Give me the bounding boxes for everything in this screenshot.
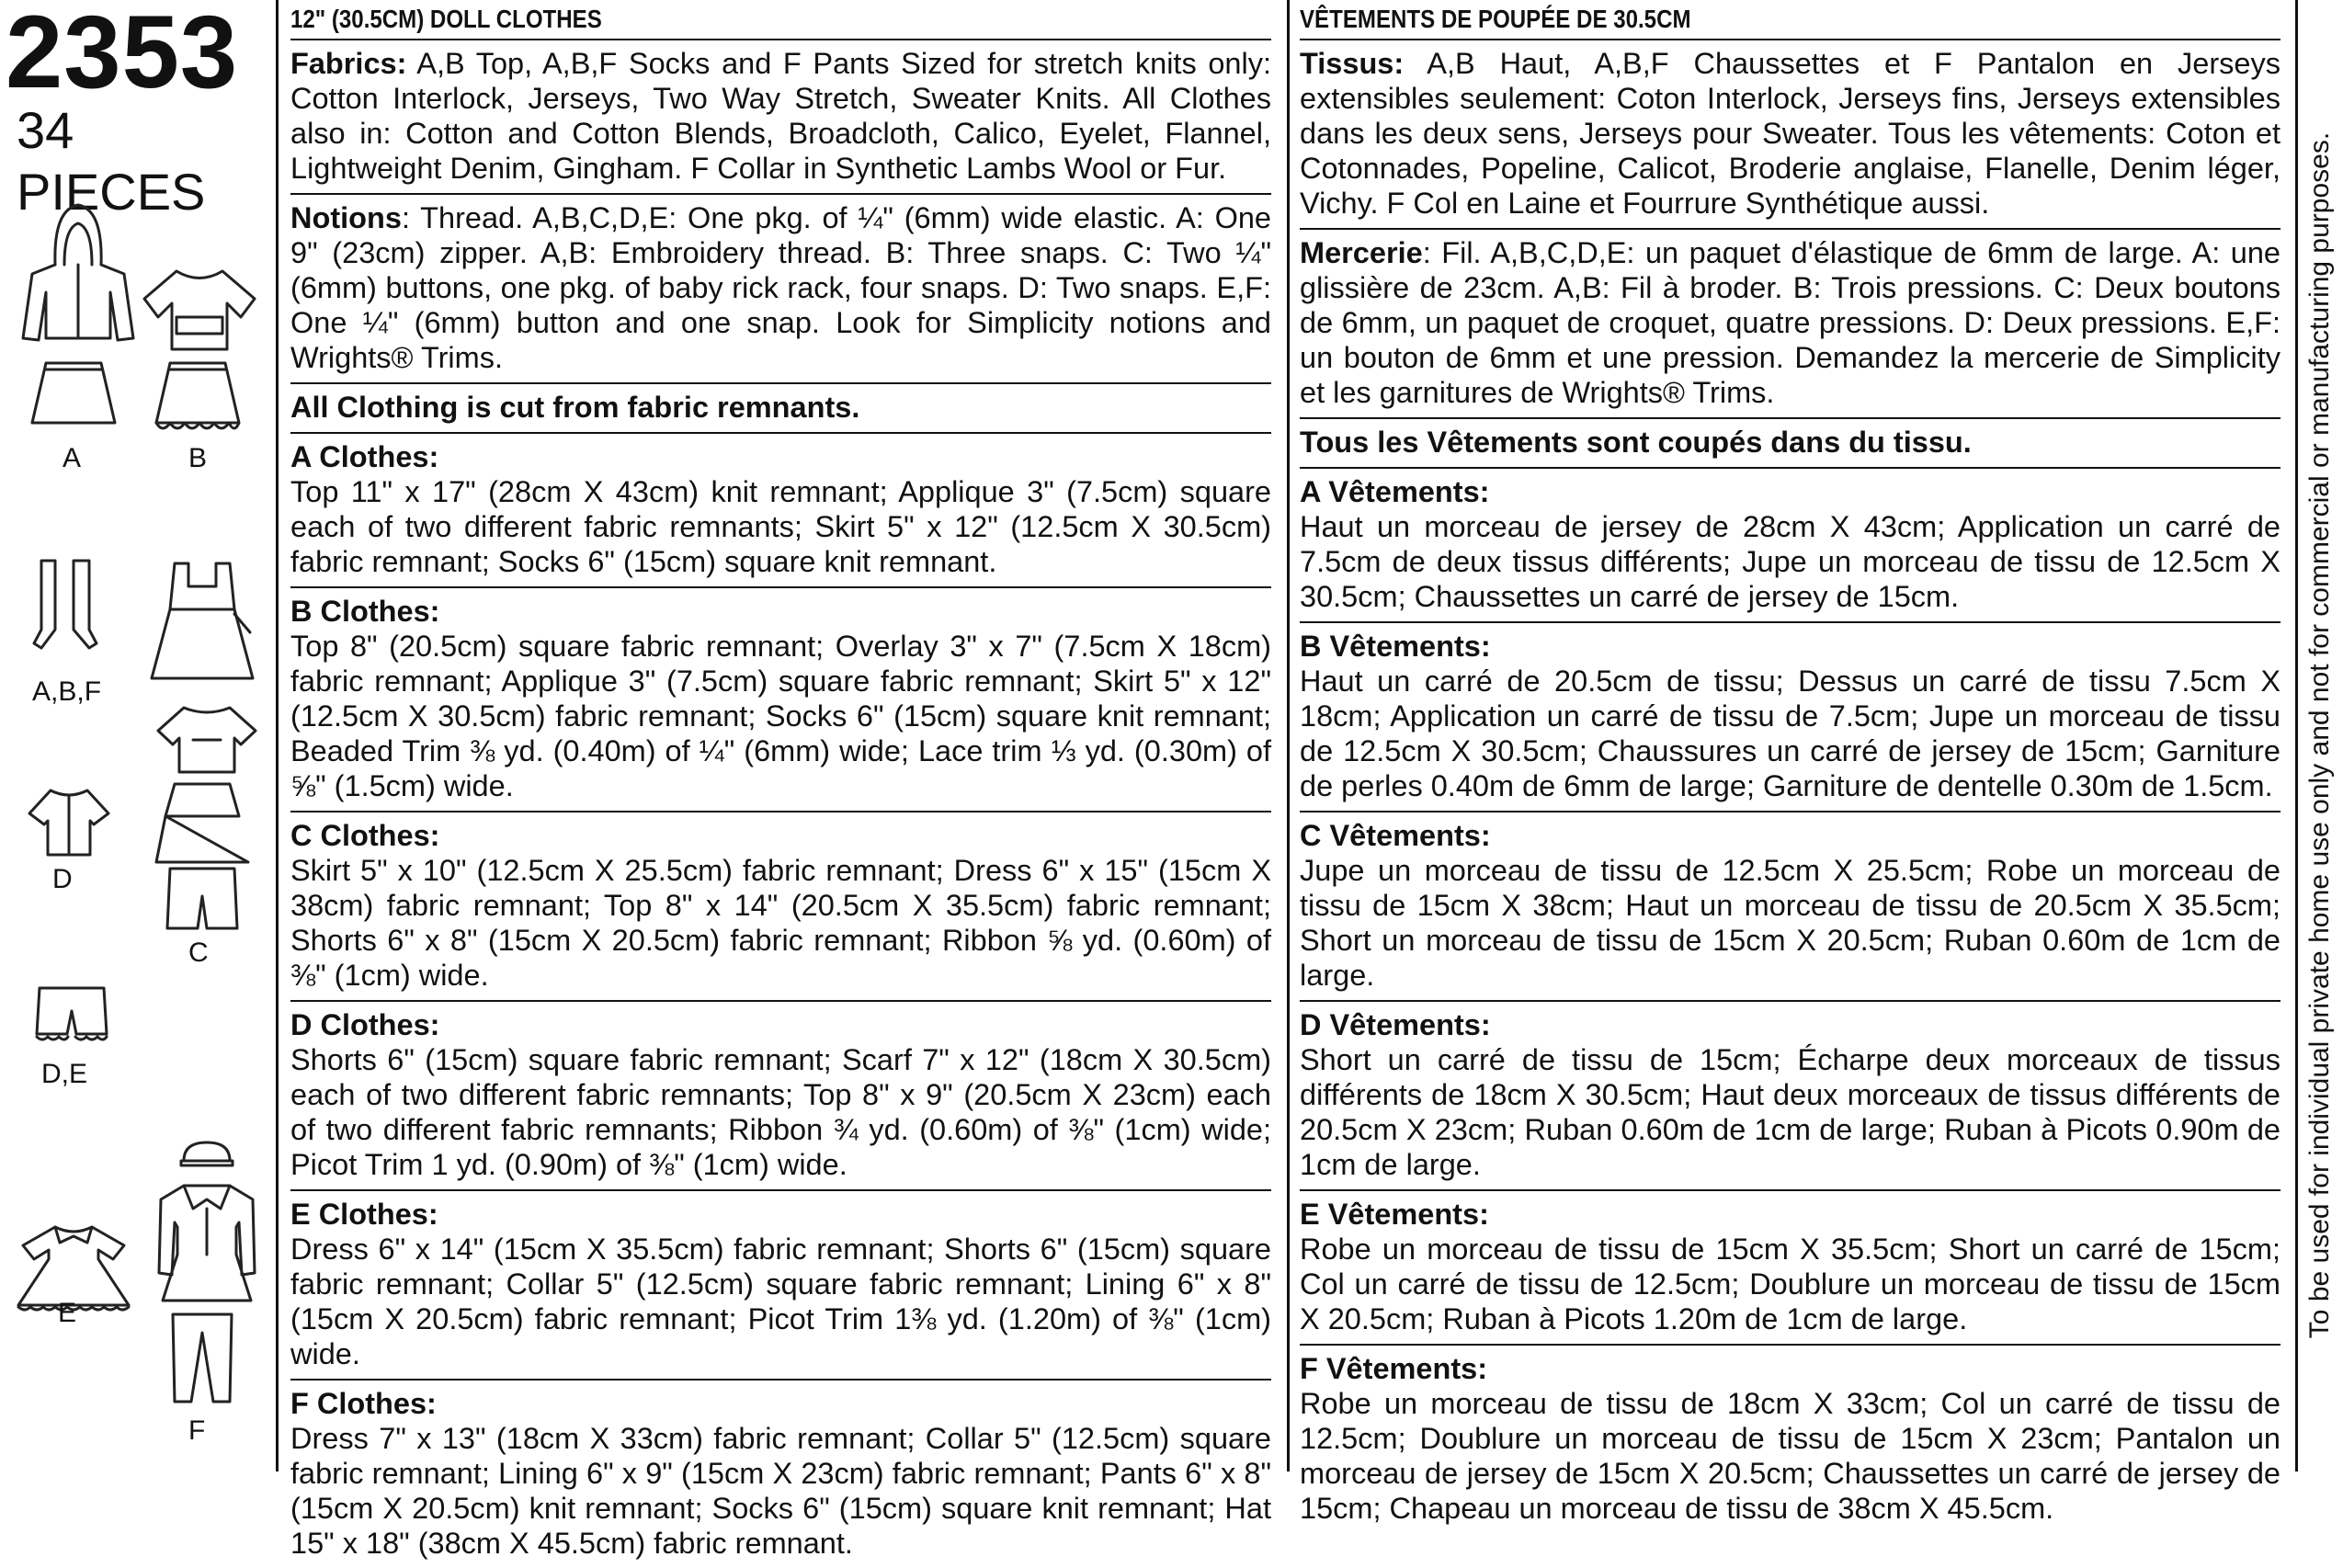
french-title: VÊTEMENTS DE POUPÉE DE 30.5CM (1300, 5, 1691, 33)
english-a-heading: A Clothes: (290, 440, 439, 473)
pieces-count: 34 PIECES (17, 101, 206, 222)
french-fabrics-label: Tissus: (1300, 47, 1405, 80)
view-label-a: A (63, 443, 82, 473)
french-a-heading: A Vêtements: (1300, 475, 1490, 508)
english-column (290, 0, 1271, 1568)
english-f-text: Dress 7" x 13" (18cm X 33cm) fabric remnant; Collar 5" (12.5cm) square fabric remnant; Lining 6" x 9" (15cm X 23cm) fabric remnant; Pants 6" x 8" (15cm X 20.5cm) knit remnant; Socks 6" (15cm) square knit remnant; Hat 15" x 18" (38cm X 45.5cm) fabric remnant. (290, 1422, 1271, 1560)
view-label-c: C (188, 937, 209, 968)
english-d-section (290, 1000, 1271, 1189)
usage-disclaimer: To be used for individual private home use only and not for commercial or manufacturing purposes. (2304, 131, 2335, 1339)
english-a-section (290, 432, 1271, 586)
english-c-text: Skirt 5" x 10" (12.5cm X 25.5cm) fabric remnant; Dress 6" x 15" (15cm X 38cm) fabric remnant; Top 8" x 14" (20.5cm X 35.5cm) fabric remnant; Shorts 6" x 8" (15cm X 20.5cm) fabric remnant; Ribbon ⅝ yd. (0.60m) of ⅜" (1cm) wide. (290, 854, 1271, 992)
english-a-text: Top 11" x 17" (28cm X 43cm) knit remnant; Applique 3" (7.5cm) square each of two different fabric remnants; Skirt 5" x 12" (12.5cm X 30.5cm) fabric remnant; Socks 6" (15cm) square knit remnant. (290, 475, 1271, 578)
french-d-section (1300, 1000, 2280, 1189)
english-b-text: Top 8" (20.5cm) square fabric remnant; Overlay 3" x 7" (7.5cm X 18cm) fabric remnant; Applique 3" (7.5cm) square fabric remnant; Skirt 5" x 12" (12.5cm X 30.5cm) fabric remnant; Socks 6" (15cm) square knit remnant; Beaded Trim ⅜ yd. (0.40m) of ¼" (6mm) wide; Lace trim ⅓ yd. (0.30m) of ⅝" (1.5cm) wide. (290, 630, 1271, 802)
french-remnants-section (1300, 417, 2280, 467)
english-remnants-note: All Clothing is cut from fabric remnants. (290, 391, 860, 424)
french-f-text: Robe un morceau de tissu de 18cm X 33cm; Col un carré de tissu de 12.5cm; Doublure un morceau de tissu de 15cm X 23cm; Pantalon un morceau de jersey de 15cm X 20.5cm; Chaussettes un carré de jersey de 15cm; Chapeau un morceau de tissu de 38cm X 45.5cm. (1300, 1387, 2280, 1525)
french-c-heading: C Vêtements: (1300, 819, 1491, 852)
french-notions-label: Mercerie (1300, 236, 1423, 269)
view-label-f: F (188, 1415, 206, 1446)
illustration-panel (0, 0, 276, 1471)
english-e-section (290, 1189, 1271, 1379)
english-notions-label: Notions (290, 201, 402, 234)
view-abf-socks-illustration (32, 556, 106, 662)
english-fabrics-text: A,B Top, A,B,F Socks and F Pants Sized for stretch knits only: Cotton Interlock, Jerseys, Two Way Stretch, Sweater Knits. All Clothes also in: Cotton and Cotton Blends, Broadcloth, Calico, Eyelet, Flannel, Lightweight Denim, Gingham. F Collar in Synthetic Lambs Wool or Fur. (290, 47, 1271, 185)
english-b-section (290, 586, 1271, 811)
english-remnants-section (290, 382, 1271, 432)
english-c-section (290, 811, 1271, 1000)
english-title: 12" (30.5CM) DOLL CLOTHES (290, 5, 602, 33)
english-d-heading: D Clothes: (290, 1008, 440, 1041)
french-f-heading: F Vêtements: (1300, 1352, 1488, 1385)
french-notions-text: : Fil. A,B,C,D,E: un paquet d'élastique de 6mm de large. A: une glissière de 23cm. A,B: Fil à broder. B: Trois pressions. C: Deux boutons de 6mm, un paquet de croquet, quatre pressions. D: Deux pressions. E,F: un bouton de 6mm et une pression. Demandez la mercerie de Simplicity et les garnitures de Wrights® Trims. (1300, 236, 2280, 409)
view-label-b: B (188, 443, 208, 473)
column-divider-middle (1287, 0, 1290, 1471)
french-c-text: Jupe un morceau de tissu de 12.5cm X 25.5cm; Robe un morceau de tissu de 15cm X 38cm; Haut un morceau de tissu de 20.5cm X 35.5cm; Short un morceau de tissu de 15cm X 20.5cm; Ruban 0.60m de 1cm de large. (1300, 854, 2280, 992)
french-b-heading: B Vêtements: (1300, 630, 1491, 663)
view-b-skirt-illustration (152, 358, 244, 446)
view-label-abf: A,B,F (32, 676, 102, 707)
french-a-section (1300, 467, 2280, 621)
french-f-section (1300, 1344, 2280, 1533)
english-fabrics-section (290, 39, 1271, 193)
english-e-text: Dress 6" x 14" (15cm X 35.5cm) fabric remnant; Shorts 6" (15cm) square fabric remnant; Collar 5" (12.5cm) square fabric remnant; Lining 6" x 8" (15cm X 20.5cm) fabric remnant; Picot Trim 1⅜ yd. (1.20m) of ⅜" (1cm) wide. (290, 1233, 1271, 1370)
view-a-skirt-illustration (28, 358, 119, 437)
pattern-number: 2353 (6, 0, 239, 109)
view-de-shorts-illustration (35, 983, 108, 1052)
english-f-heading: F Clothes: (290, 1387, 437, 1420)
view-f-hat-illustration (179, 1138, 234, 1179)
french-b-text: Haut un carré de 20.5cm de tissu; Dessus un carré de tissu 7.5cm X 18cm; Application un carré de tissu de 7.5cm; Jupe un morceau de tissu de 12.5cm X 30.5cm; Chaussures un carré de jersey de 15cm; Garniture de perles 0.40m de 6mm de large; Garniture de dentelle 0.30m de 1.5cm. (1300, 665, 2280, 802)
view-b-top-illustration (140, 262, 259, 358)
view-c-top-illustration (156, 703, 257, 781)
french-d-text: Short un carré de tissu de 15cm; Écharpe deux morceaux de tissus différents de 18cm X 30.5cm; Haut deux morceaux de tissus différents de 20.5cm X 23cm; Ruban 0.60m de 1cm de large; Ruban à Picots 0.90m de 1cm de large. (1300, 1043, 2280, 1181)
view-f-pants-illustration (165, 1310, 239, 1415)
english-notions-text: : Thread. A,B,C,D,E: One pkg. of ¼" (6mm) wide elastic. A: One 9" (23cm) zipper. A,B: Embroidery thread. B: Three snaps. C: Two ¼" (6mm) buttons, one pkg. of baby rick rack, four snaps. D: Two snaps. E,F: One ¼" (6mm) button and one snap. Look for Simplicity notions and Wrights® Trims. (290, 201, 1271, 374)
french-c-section (1300, 811, 2280, 1000)
english-c-heading: C Clothes: (290, 819, 440, 852)
french-fabrics-section (1300, 39, 2280, 228)
view-b-dress-illustration (147, 559, 257, 692)
french-column (1300, 0, 2280, 1533)
french-a-text: Haut un morceau de jersey de 28cm X 43cm; Application un carré de 7.5cm de deux tissus différents; Jupe un morceau de tissu de 12.5cm X 30.5cm; Chaussettes un carré de jersey de 15cm. (1300, 510, 2280, 613)
french-d-heading: D Vêtements: (1300, 1008, 1491, 1041)
english-e-heading: E Clothes: (290, 1198, 438, 1231)
french-e-heading: E Vêtements: (1300, 1198, 1489, 1231)
english-d-text: Shorts 6" (15cm) square fabric remnant; Scarf 7" x 12" (18cm X 30.5cm) each of two different fabric remnants; Top 8" x 9" (20.5cm X 23cm) each of two different fabric remnants; Ribbon ¾ yd. (0.60m) of ⅜" (1cm) wide; Picot Trim 1 yd. (0.90m) of ⅜" (1cm) wide. (290, 1043, 1271, 1181)
view-label-e: E (58, 1298, 77, 1328)
view-d-top-illustration (28, 786, 110, 864)
french-fabrics-text: A,B Haut, A,B,F Chaussettes et F Pantalon en Jerseys extensibles seulement: Coton Interlock, Jerseys fins, Jerseys extensibles dans les deux sens, Jerseys pour Sweater. Tous les vêtements: Coton et Cotonnades, Popeline, Calicot, Broderie anglaise, Flanelle, Denim léger, Vichy. F Col en Laine et Fourrure Synthétique aussi. (1300, 47, 2280, 220)
column-divider-right (2295, 0, 2298, 1471)
french-notions-section (1300, 228, 2280, 417)
french-e-text: Robe un morceau de tissu de 15cm X 35.5cm; Short un carré de 15cm; Col un carré de tissu de 12.5cm; Doublure un morceau de tissu de 15cm X 20.5cm; Ruban à Picots 1.20m de 1cm de large. (1300, 1233, 2280, 1335)
english-notions-section (290, 193, 1271, 382)
view-c-skirt-illustration (152, 779, 253, 876)
view-a-hooded-jacket-illustration (18, 200, 138, 352)
english-fabrics-label: Fabrics: (290, 47, 407, 80)
french-e-section (1300, 1189, 2280, 1344)
english-f-section (290, 1379, 1271, 1568)
french-b-section (1300, 621, 2280, 811)
view-c-shorts-illustration (165, 864, 239, 937)
english-b-heading: B Clothes: (290, 595, 440, 628)
view-label-d: D (52, 864, 73, 894)
view-f-dress-illustration (152, 1181, 262, 1314)
view-label-de: D,E (41, 1059, 88, 1089)
column-divider-left (276, 0, 279, 1471)
french-remnants-note: Tous les Vêtements sont coupés dans du tissu. (1300, 426, 1972, 459)
